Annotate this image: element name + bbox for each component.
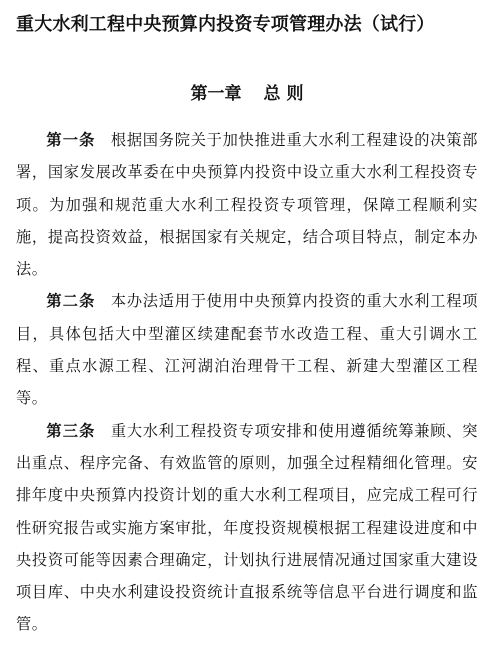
article-1-text: 根据国务院关于加快推进重大水利工程建设的决策部署，国家发展改革委在中央预算内投资中设立重大水利工程投资专项。为加强和规范重大水利工程投资专项管理，保障工程顺利实施，提高投资效益，根据国家有关规定，结合项目特点，制定本办法。 [16, 131, 478, 279]
article-2-text: 本办法适用于使用中央预算内投资的重大水利工程项目，具体包括大中型灌区续建配套节水改造工程、重大引调水工程、重点水源工程、江河湖泊治理骨干工程、新建大型灌区工程等。 [16, 292, 478, 408]
document-title: 重大水利工程中央预算内投资专项管理办法（试行） [16, 14, 435, 35]
article-2 [16, 285, 478, 414]
chapter-label: 第一章 [190, 84, 242, 104]
article-1 [16, 124, 478, 285]
article-1-label: 第一条 [46, 131, 96, 149]
article-2-label: 第二条 [46, 292, 96, 311]
article-3 [16, 415, 478, 641]
article-3-text: 重大水利工程投资专项安排和使用遵循统筹兼顾、突出重点、程序完备、有效监管的原则，加强全过程精细化管理。安排年度中央预算内投资计划的重大水利工程项目，应完成工程可行性研究报告或实施方案审批，年度投资规模根据工程建设进度和中央投资可能等因素合理确定，计划执行进展情况通过国家重大建设项目库、中央水利建设投资统计直报系统等信息平台进行调度和监管。 [16, 421, 478, 634]
chapter-name: 总 则 [263, 84, 304, 104]
chapter-heading [16, 82, 478, 106]
article-3-label: 第三条 [46, 421, 96, 440]
